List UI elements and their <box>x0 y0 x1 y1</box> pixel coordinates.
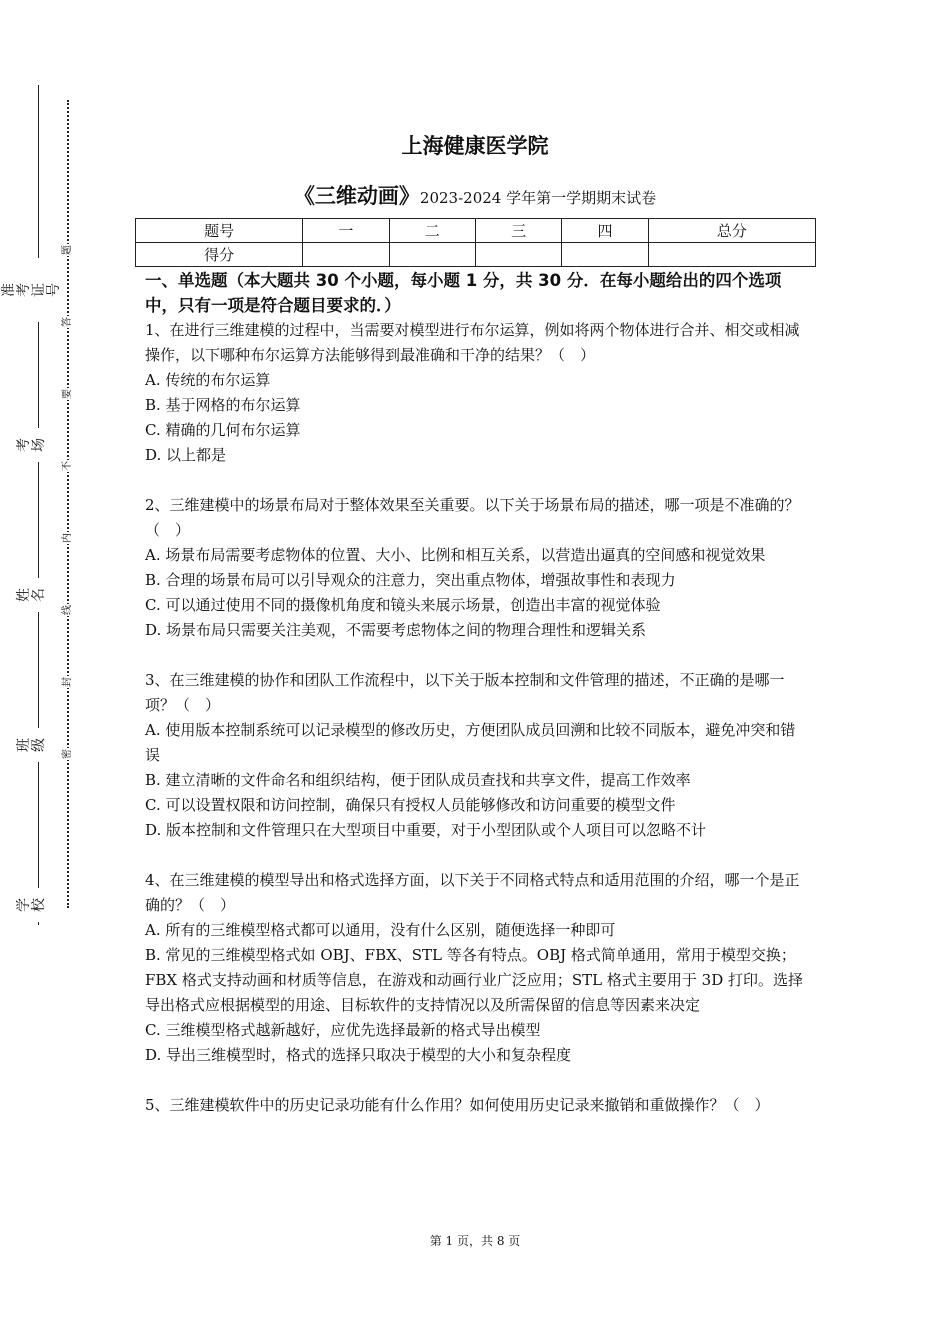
exam-id-label: 准考证号 <box>20 258 44 322</box>
page-footer: 第 1 页，共 8 页 <box>429 1234 521 1248</box>
seal-char: 要 <box>60 388 76 400</box>
seal-char: 内 <box>60 532 76 544</box>
question <box>145 1093 810 1118</box>
score-input-cell[interactable] <box>303 243 389 267</box>
option-a: A. 场景布局需要考虑物体的位置、大小、比例和相互关系，以营造出逼真的空间感和视觉效果 <box>145 546 766 564</box>
question <box>145 318 810 468</box>
score-table <box>135 218 816 267</box>
name-label: 姓名 <box>20 578 44 612</box>
class-label: 班级 <box>20 728 44 762</box>
score-table-score-row <box>136 243 816 267</box>
option-b: B. 合理的场景布局可以引导观众的注意力，突出重点物体，增强故事性和表现力 <box>145 571 676 589</box>
question <box>145 493 810 643</box>
score-table-cell: 一 <box>303 219 389 243</box>
seal-char: 密 <box>60 748 76 760</box>
seal-char: 答 <box>60 316 76 328</box>
option-b: B. 基于网格的布尔运算 <box>145 396 301 414</box>
score-table-cell: 四 <box>562 219 648 243</box>
exam-room-label: 考场 <box>20 428 44 462</box>
seal-char: 线 <box>60 604 76 616</box>
seal-char: 题 <box>60 244 76 256</box>
score-table-header-row <box>136 219 816 243</box>
score-input-cell[interactable] <box>475 243 561 267</box>
question-stem: 3、在三维建模的协作和团队工作流程中，以下关于版本控制和文件管理的描述，不正确的是哪一项？（ ） <box>145 671 785 714</box>
option-d: D. 以上都是 <box>145 446 227 464</box>
exam-subtitle: 2023-2024 学年第一学期期末试卷 <box>419 189 657 207</box>
question-stem: 4、在三维建模的模型导出和格式选择方面，以下关于不同格式特点和适用范围的介绍，哪一个是正确的？（ ） <box>145 871 800 914</box>
question-stem: 5、三维建模软件中的历史记录功能有什么作用？如何使用历史记录来撤销和重做操作？（ ） <box>145 1096 770 1114</box>
seal-char: 封 <box>60 676 76 688</box>
option-c: C. 可以通过使用不同的摄像机角度和镜头来展示场景，创造出丰富的视觉体验 <box>145 596 661 614</box>
seal-dotted-line <box>67 100 69 908</box>
score-input-cell[interactable] <box>389 243 475 267</box>
section-heading: 一、单选题（本大题共 30 个小题，每小题 1 分，共 30 分．在每小题给出的四个选项中，只有一项是符合题目要求的．） <box>145 271 782 315</box>
name-fill-line <box>38 85 39 925</box>
course-name: 《三维动画》 <box>293 184 420 208</box>
school-name: 上海健康医学院 <box>401 134 549 158</box>
score-table-cell: 得分 <box>136 243 303 267</box>
option-c: C. 精确的几何布尔运算 <box>145 421 301 439</box>
school-label: 学校 <box>20 888 44 922</box>
option-d: D. 场景布局只需要关注美观，不需要考虑物体之间的物理合理性和逻辑关系 <box>145 621 647 639</box>
option-a: A. 所有的三维模型格式都可以通用，没有什么区别，随便选择一种即可 <box>145 921 616 939</box>
option-a: A. 传统的布尔运算 <box>145 371 271 389</box>
score-table-cell: 二 <box>389 219 475 243</box>
exam-title <box>0 180 950 210</box>
option-b: B. 建立清晰的文件命名和组织结构，便于团队成员查找和共享文件，提高工作效率 <box>145 771 691 789</box>
score-input-cell[interactable] <box>648 243 815 267</box>
option-a: A. 使用版本控制系统可以记录模型的修改历史，方便团队成员回溯和比较不同版本，避免冲突和错误 <box>145 721 796 764</box>
score-table-cell: 题号 <box>136 219 303 243</box>
option-c: C. 可以设置权限和访问控制，确保只有授权人员能够修改和访问重要的模型文件 <box>145 796 676 814</box>
option-b: B. 常见的三维模型格式如 OBJ、FBX、STL 等各有特点。OBJ 格式简单通用，常用于模型交换；FBX 格式支持动画和材质等信息，在游戏和动画行业广泛应用；STL 格式主要用于 3D 打印。选择导出格式应根据模型的用途、目标软件的支持情况以及所需保留的信息等因素来决定 <box>145 946 803 1014</box>
question-stem: 1、在进行三维建模的过程中，当需要对模型进行布尔运算，例如将两个物体进行合并、相交或相减操作，以下哪种布尔运算方法能够得到最准确和干净的结果？（ ） <box>145 321 800 364</box>
seal-char: 不 <box>60 460 76 472</box>
score-input-cell[interactable] <box>562 243 648 267</box>
question-stem: 2、三维建模中的场景布局对于整体效果至关重要。以下关于场景布局的描述，哪一项是不准确的？（ ） <box>145 496 800 539</box>
option-d: D. 版本控制和文件管理只在大型项目中重要，对于小型团队或个人项目可以忽略不计 <box>145 821 707 839</box>
question <box>145 868 810 1068</box>
option-d: D. 导出三维模型时，格式的选择只取决于模型的大小和复杂程度 <box>145 1046 572 1064</box>
score-table-cell: 三 <box>475 219 561 243</box>
option-c: C. 三维模型格式越新越好，应优先选择最新的格式导出模型 <box>145 1021 541 1039</box>
score-table-cell: 总分 <box>648 219 815 243</box>
exam-content <box>145 268 810 1118</box>
question <box>145 668 810 843</box>
